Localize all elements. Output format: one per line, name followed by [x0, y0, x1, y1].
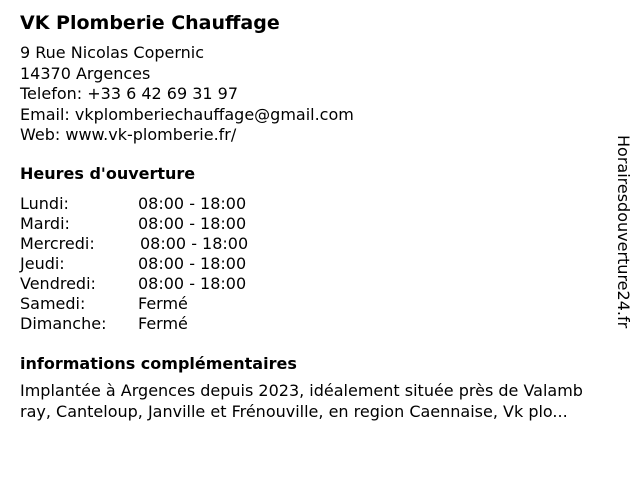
hours-row-tuesday	[20, 214, 280, 234]
time-value: 08:00 - 18:00	[138, 274, 247, 293]
time-value: Fermé	[138, 294, 188, 313]
time-value: 08:00 - 18:00	[138, 194, 247, 213]
day-label: Lundi:	[20, 194, 69, 213]
time-value: 08:00 - 18:00	[138, 254, 247, 273]
address-street: 9 Rue Nicolas Copernic	[20, 43, 205, 62]
day-label: Vendredi:	[20, 274, 96, 293]
day-label: Samedi:	[20, 294, 86, 313]
additional-info-text	[20, 380, 632, 422]
hours-row-friday	[20, 274, 280, 294]
day-label: Mardi:	[20, 214, 70, 233]
time-value: Fermé	[138, 314, 188, 333]
hours-row-thursday	[20, 254, 280, 274]
phone-number[interactable]: Telefon: +33 6 42 69 31 97	[20, 84, 239, 103]
time-value: 08:00 - 18:00	[138, 214, 247, 233]
day-label: Dimanche:	[20, 314, 107, 333]
time-value: 08:00 - 18:00	[140, 234, 249, 253]
email-address[interactable]: Email: vkplomberiechauffage@gmail.com	[20, 104, 354, 124]
hours-row-monday	[20, 194, 280, 214]
description-line: ray, Canteloup, Janville et Frénouville, en region Caennaise, Vk plo...	[20, 402, 568, 421]
address-city: 14370 Argences	[20, 63, 151, 83]
day-label: Mercredi:	[20, 234, 95, 253]
description-line: Implantée à Argences depuis 2023, idéalement située près de Valamb	[20, 381, 583, 400]
watermark-site-name: Horairesdouverture24.fr	[614, 135, 633, 329]
website-link[interactable]: Web: www.vk-plomberie.fr/	[20, 125, 237, 144]
opening-hours-heading: Heures d'ouverture	[20, 164, 196, 183]
additional-info-heading: informations complémentaires	[20, 354, 297, 373]
hours-row-saturday	[20, 294, 280, 314]
opening-hours-table	[20, 194, 280, 334]
hours-row-wednesday	[20, 234, 280, 254]
hours-row-sunday	[20, 314, 280, 334]
business-name: VK Plomberie Chauffage	[20, 12, 280, 34]
contact-block	[20, 43, 354, 146]
day-label: Jeudi:	[20, 254, 65, 273]
